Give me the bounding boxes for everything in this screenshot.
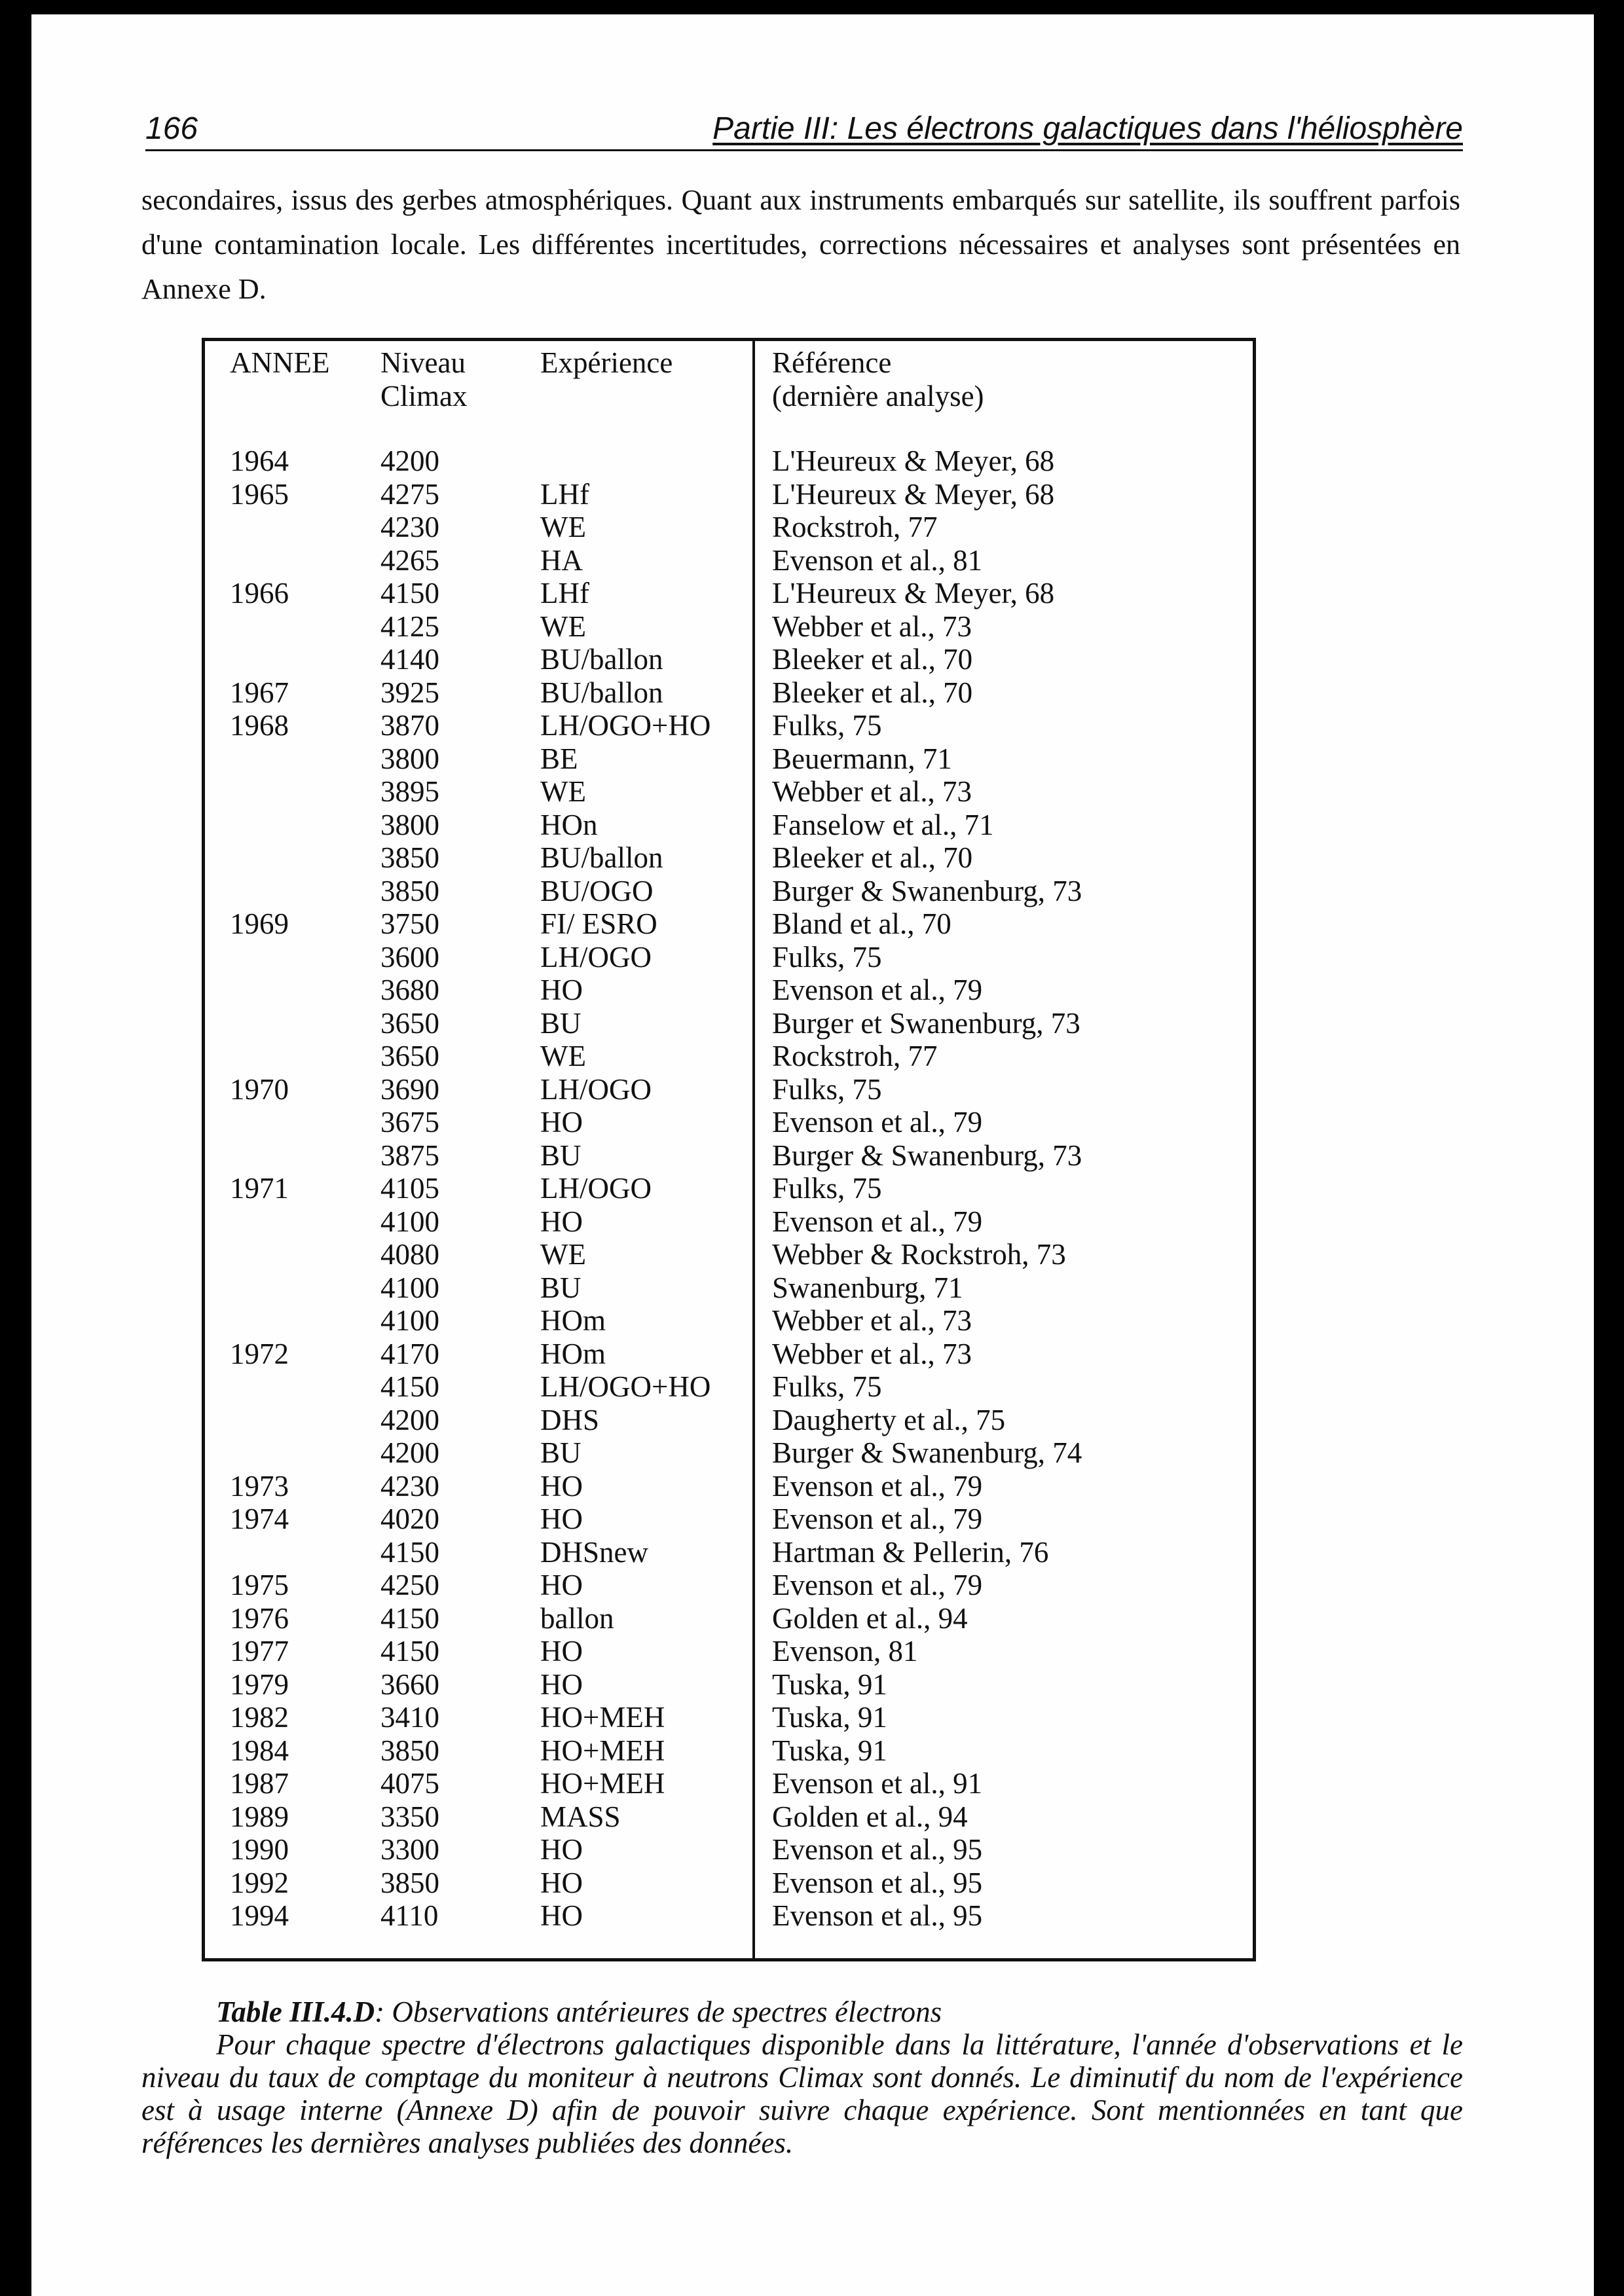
cell-experience: HOn [540, 808, 598, 841]
cell-reference: Evenson et al., 79 [772, 1205, 983, 1238]
table-row [205, 1271, 1253, 1305]
table-row [205, 1503, 1253, 1536]
table-row [205, 1338, 1253, 1371]
cell-experience: BU [540, 1271, 581, 1304]
cell-niveau: 3925 [380, 676, 439, 709]
cell-reference: Evenson et al., 95 [772, 1866, 983, 1899]
cell-niveau: 4105 [380, 1172, 439, 1205]
cell-niveau: 3895 [380, 775, 439, 808]
table-row [205, 1536, 1253, 1569]
table-row [205, 511, 1253, 544]
cell-experience: HO [540, 1106, 583, 1139]
table-row [205, 577, 1253, 610]
table-row [205, 676, 1253, 710]
cell-experience: BU [540, 1006, 581, 1040]
table-row [205, 775, 1253, 809]
cell-niveau: 4100 [380, 1304, 439, 1337]
table-row [205, 1238, 1253, 1271]
observations-table [202, 338, 1256, 1961]
cell-experience: ballon [540, 1601, 614, 1635]
table-row [205, 1172, 1253, 1205]
cell-reference: Evenson et al., 79 [772, 1503, 983, 1535]
cell-experience: WE [540, 610, 586, 643]
cell-reference: Daugherty et al., 75 [772, 1403, 1006, 1436]
cell-experience: HO [540, 1469, 583, 1503]
table-row [205, 709, 1253, 742]
cell-annee: 1964 [230, 445, 289, 477]
table-row [205, 1370, 1253, 1404]
cell-experience: LH/OGO+HO [540, 1370, 711, 1403]
cell-niveau: 4230 [380, 1469, 439, 1503]
cell-experience: WE [540, 775, 586, 808]
cell-reference: Webber et al., 73 [772, 775, 972, 808]
caption-body: Pour chaque spectre d'électrons galactiques disponible dans la littérature, l'année d'observations et le niveau du taux de comptage du moniteur à neutrons Climax sont donnés. Le diminutif du nom de l'expérience est à usage interne (Annexe D) afin de pouvoir suivre chaque expérience. Sont mentionnées en tant que références les dernières analyses publiées des données. [141, 2028, 1463, 2159]
cell-niveau: 4230 [380, 511, 439, 543]
table-caption [141, 1995, 1463, 2159]
table-row [205, 1470, 1253, 1503]
cell-reference: Evenson et al., 79 [772, 1569, 983, 1601]
cell-experience: HO+MEH [540, 1734, 665, 1767]
cell-niveau: 3660 [380, 1667, 439, 1701]
cell-annee: 1965 [230, 477, 289, 511]
cell-experience: WE [540, 511, 586, 543]
cell-experience: WE [540, 1040, 586, 1072]
cell-experience: HO [540, 1205, 583, 1238]
cell-experience: BU [540, 1139, 581, 1172]
cell-annee: 1984 [230, 1734, 289, 1767]
chapter-title: Partie III: Les électrons galactiques dans l'héliosphère [712, 111, 1463, 146]
cell-reference: Hartman & Pellerin, 76 [772, 1535, 1049, 1569]
table-row [205, 478, 1253, 511]
cell-niveau: 4170 [380, 1337, 439, 1370]
intro-paragraph: secondaires, issus des gerbes atmosphériques. Quant aux instruments embarqués sur satellite, ils souffrent parfois d'une contamination locale. Les différentes incertitudes, corrections nécessaires et analyses sont présentées en Annexe D. [141, 184, 1460, 305]
cell-reference: L'Heureux & Meyer, 68 [772, 477, 1055, 511]
cell-niveau: 4200 [380, 445, 439, 477]
header-reference-line2: (dernière analyse) [772, 379, 984, 412]
table-row [205, 1833, 1253, 1867]
cell-reference: Evenson et al., 95 [772, 1899, 983, 1932]
cell-annee: 1989 [230, 1800, 289, 1833]
cell-niveau: 3410 [380, 1701, 439, 1734]
cell-niveau: 4110 [380, 1899, 439, 1932]
cell-niveau: 3300 [380, 1833, 439, 1866]
cell-niveau: 4080 [380, 1238, 439, 1271]
table-body [205, 445, 1253, 1933]
cell-experience: BE [540, 742, 578, 775]
cell-experience: HO+MEH [540, 1701, 665, 1734]
cell-reference: Bleeker et al., 70 [772, 643, 973, 676]
cell-annee: 1971 [230, 1172, 289, 1205]
cell-reference: L'Heureux & Meyer, 68 [772, 445, 1055, 477]
table-row [205, 1139, 1253, 1173]
cell-experience: HO [540, 1899, 583, 1932]
table-row [205, 1635, 1253, 1668]
table-row [205, 1205, 1253, 1239]
cell-niveau: 4125 [380, 610, 439, 643]
cell-reference: Fulks, 75 [772, 1172, 882, 1205]
cell-reference: Beuermann, 71 [772, 742, 952, 775]
table-row [205, 1436, 1253, 1470]
table-row [205, 1867, 1253, 1900]
cell-niveau: 3750 [380, 907, 439, 940]
cell-niveau: 4150 [380, 1370, 439, 1403]
table-row [205, 907, 1253, 941]
cell-reference: Fulks, 75 [772, 1370, 882, 1403]
cell-niveau: 3850 [380, 841, 439, 874]
cell-experience: BU [540, 1436, 581, 1469]
cell-niveau: 4265 [380, 543, 439, 577]
table-row [205, 1602, 1253, 1635]
cell-niveau: 4150 [380, 1535, 439, 1569]
cell-niveau: 3675 [380, 1106, 439, 1139]
cell-annee: 1975 [230, 1569, 289, 1601]
table-row [205, 1040, 1253, 1073]
cell-reference: Burger & Swanenburg, 73 [772, 1139, 1082, 1172]
cell-reference: Webber et al., 73 [772, 1304, 972, 1337]
table-row [205, 1899, 1253, 1933]
cell-reference: Evenson, 81 [772, 1635, 918, 1667]
cell-experience: HOm [540, 1304, 606, 1337]
cell-experience: BU/OGO [540, 874, 654, 907]
cell-experience: WE [540, 1238, 586, 1271]
cell-annee: 1968 [230, 709, 289, 742]
cell-experience: BU/ballon [540, 676, 663, 709]
cell-niveau: 4150 [380, 577, 439, 610]
cell-reference: Rockstroh, 77 [772, 1040, 938, 1072]
cell-reference: Evenson et al., 79 [772, 974, 983, 1006]
cell-annee: 1969 [230, 907, 289, 940]
cell-niveau: 3870 [380, 709, 439, 742]
cell-experience: HO [540, 1866, 583, 1899]
cell-reference: Evenson et al., 79 [772, 1469, 983, 1503]
cell-niveau: 3800 [380, 742, 439, 775]
cell-niveau: 3650 [380, 1040, 439, 1072]
cell-niveau: 3850 [380, 874, 439, 907]
cell-reference: Webber & Rockstroh, 73 [772, 1238, 1066, 1271]
cell-niveau: 3875 [380, 1139, 439, 1172]
table-row [205, 1404, 1253, 1437]
cell-niveau: 4150 [380, 1635, 439, 1667]
table-row [205, 445, 1253, 478]
cell-experience: BU/ballon [540, 841, 663, 874]
header-experience: Expérience [540, 346, 673, 379]
cell-experience: LH/OGO [540, 1172, 652, 1205]
table-row [205, 841, 1253, 875]
table-row [205, 1106, 1253, 1139]
header-annee: ANNEE [230, 346, 330, 379]
page-header [145, 105, 1463, 151]
cell-niveau: 4200 [380, 1403, 439, 1436]
cell-niveau: 3680 [380, 974, 439, 1006]
table-row [205, 1304, 1253, 1338]
cell-annee: 1982 [230, 1701, 289, 1734]
cell-niveau: 3650 [380, 1006, 439, 1040]
table-row [205, 974, 1253, 1007]
cell-experience: HO [540, 1569, 583, 1601]
cell-reference: Tuska, 91 [772, 1734, 887, 1767]
table-row [205, 643, 1253, 676]
cell-reference: Fulks, 75 [772, 940, 882, 974]
caption-title [141, 1995, 1463, 2028]
cell-experience: HO+MEH [540, 1767, 665, 1800]
cell-niveau: 3350 [380, 1800, 439, 1833]
caption-title-text: : Observations antérieures de spectres électrons [375, 1995, 942, 2028]
table-row [205, 1668, 1253, 1702]
cell-reference: Bland et al., 70 [772, 907, 951, 940]
table-row [205, 1569, 1253, 1602]
table-row [205, 809, 1253, 842]
cell-niveau: 4140 [380, 643, 439, 676]
cell-reference: Webber et al., 73 [772, 610, 972, 643]
cell-annee: 1990 [230, 1833, 289, 1866]
cell-niveau: 4075 [380, 1767, 439, 1800]
table-row [205, 610, 1253, 644]
cell-reference: Webber et al., 73 [772, 1337, 972, 1370]
cell-experience: DHS [540, 1403, 600, 1436]
cell-reference: Burger & Swanenburg, 73 [772, 874, 1082, 907]
cell-reference: Fulks, 75 [772, 1072, 882, 1106]
cell-annee: 1994 [230, 1899, 289, 1932]
cell-reference: Rockstroh, 77 [772, 511, 938, 543]
cell-experience: LH/OGO [540, 940, 652, 974]
cell-experience: LH/OGO [540, 1072, 652, 1106]
cell-experience: HO [540, 974, 583, 1006]
cell-reference: Bleeker et al., 70 [772, 676, 973, 709]
table-row [205, 875, 1253, 908]
cell-reference: L'Heureux & Meyer, 68 [772, 577, 1055, 610]
table-row [205, 941, 1253, 974]
cell-niveau: 4100 [380, 1205, 439, 1238]
cell-experience: HO [540, 1833, 583, 1866]
cell-annee: 1966 [230, 577, 289, 610]
cell-experience: HOm [540, 1337, 606, 1370]
table-row [205, 1701, 1253, 1734]
cell-reference: Golden et al., 94 [772, 1800, 968, 1833]
caption-label: Table III.4.D [216, 1995, 375, 2028]
cell-reference: Fanselow et al., 71 [772, 808, 994, 841]
cell-experience: LHf [540, 577, 589, 610]
cell-niveau: 4020 [380, 1503, 439, 1535]
cell-reference: Evenson et al., 81 [772, 543, 983, 577]
cell-annee: 1974 [230, 1503, 289, 1535]
cell-annee: 1973 [230, 1469, 289, 1503]
page-number: 166 [145, 111, 198, 146]
table-row [205, 1073, 1253, 1106]
table-row [205, 1767, 1253, 1800]
cell-experience: DHSnew [540, 1535, 648, 1569]
cell-reference: Tuska, 91 [772, 1667, 887, 1701]
header-reference [772, 346, 984, 412]
cell-annee: 1970 [230, 1072, 289, 1106]
header-niveau [380, 346, 468, 412]
cell-reference: Tuska, 91 [772, 1701, 887, 1734]
cell-niveau: 4100 [380, 1271, 439, 1304]
cell-reference: Burger et Swanenburg, 73 [772, 1006, 1080, 1040]
cell-niveau: 3850 [380, 1734, 439, 1767]
cell-niveau: 4250 [380, 1569, 439, 1601]
cell-annee: 1972 [230, 1337, 289, 1370]
cell-experience: BU/ballon [540, 643, 663, 676]
header-niveau-line2: Climax [380, 379, 468, 412]
header-niveau-line1: Niveau [380, 346, 466, 379]
cell-experience: HO [540, 1635, 583, 1667]
cell-niveau: 4200 [380, 1436, 439, 1469]
cell-reference: Evenson et al., 91 [772, 1767, 983, 1800]
table-row [205, 1007, 1253, 1040]
table-row [205, 742, 1253, 776]
cell-reference: Burger & Swanenburg, 74 [772, 1436, 1082, 1469]
header-reference-line1: Référence [772, 346, 892, 379]
cell-experience: HO [540, 1503, 583, 1535]
table-row [205, 1800, 1253, 1834]
cell-experience: LH/OGO+HO [540, 709, 711, 742]
cell-reference: Swanenburg, 71 [772, 1271, 963, 1304]
cell-experience: FI/ ESRO [540, 907, 657, 940]
table-row [205, 544, 1253, 577]
cell-annee: 1977 [230, 1635, 289, 1667]
cell-experience: HO [540, 1667, 583, 1701]
cell-reference: Evenson et al., 95 [772, 1833, 983, 1866]
cell-niveau: 4150 [380, 1601, 439, 1635]
cell-experience: MASS [540, 1800, 621, 1833]
cell-reference: Evenson et al., 79 [772, 1106, 983, 1139]
cell-annee: 1987 [230, 1767, 289, 1800]
cell-reference: Golden et al., 94 [772, 1601, 968, 1635]
cell-annee: 1976 [230, 1601, 289, 1635]
cell-reference: Fulks, 75 [772, 709, 882, 742]
cell-annee: 1992 [230, 1866, 289, 1899]
cell-annee: 1967 [230, 676, 289, 709]
table-row [205, 1734, 1253, 1768]
cell-niveau: 3690 [380, 1072, 439, 1106]
cell-niveau: 3600 [380, 940, 439, 974]
cell-reference: Bleeker et al., 70 [772, 841, 973, 874]
cell-niveau: 3850 [380, 1866, 439, 1899]
cell-annee: 1979 [230, 1667, 289, 1701]
cell-experience: HA [540, 543, 583, 577]
cell-niveau: 3800 [380, 808, 439, 841]
cell-niveau: 4275 [380, 477, 439, 511]
cell-experience: LHf [540, 477, 589, 511]
